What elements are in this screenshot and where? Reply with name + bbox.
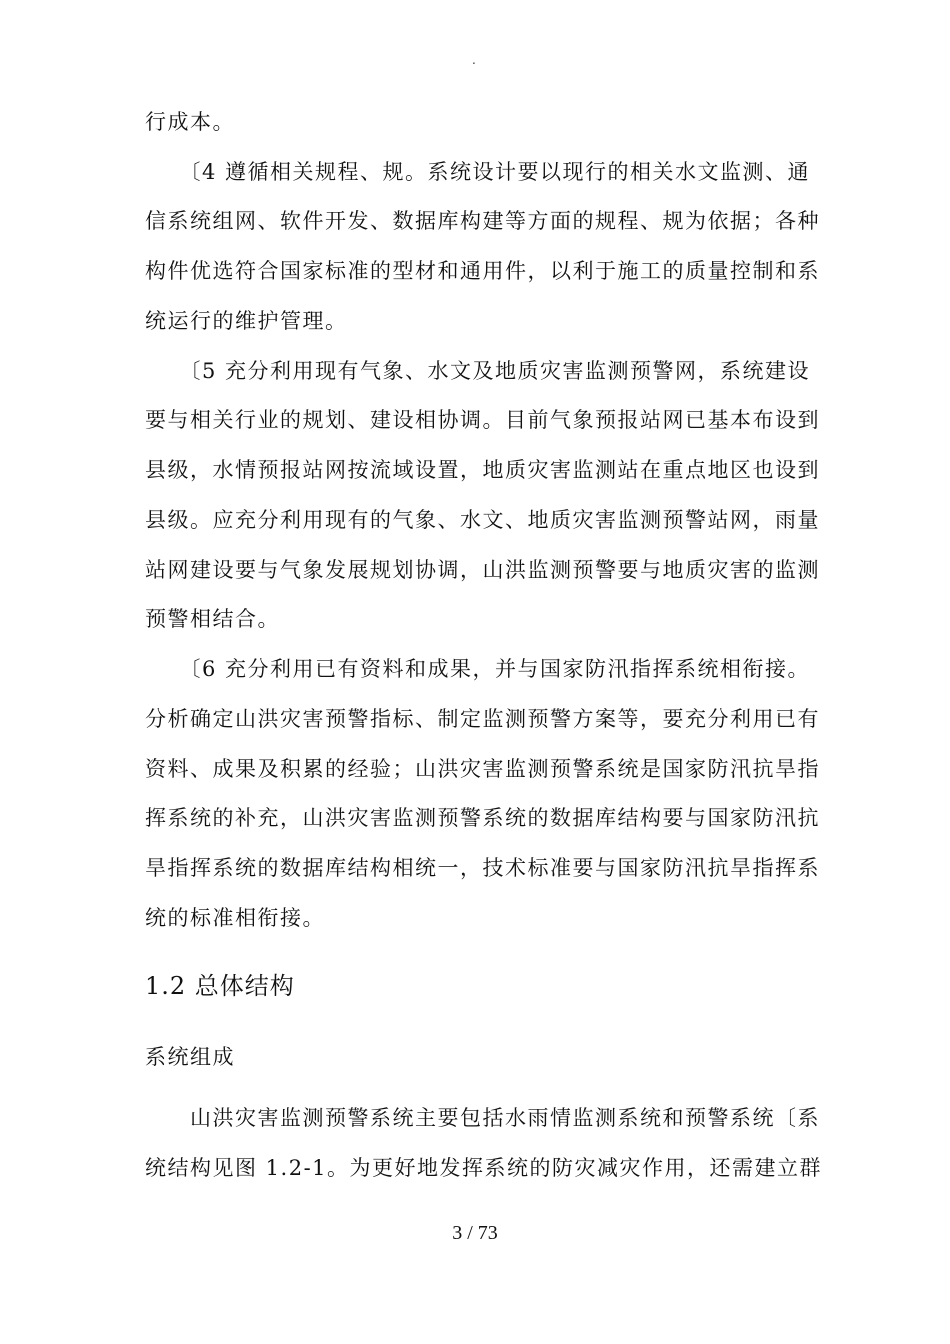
paragraph-line: 预警相结合。 [145, 607, 280, 631]
paragraph-line: 资料、成果及积累的经验；山洪灾害监测预警系统是国家防汛抗旱指 [145, 757, 820, 781]
paragraph-line: 要与相关行业的规划、建设相协调。目前气象预报站网已基本布设到 [145, 408, 820, 432]
subsection-heading: 系统组成 [145, 1045, 235, 1069]
paragraph-line: 行成本。 [145, 110, 235, 134]
paragraph-line: 分析确定山洪灾害预警指标、制定监测预警方案等，要充分利用已有 [145, 707, 820, 731]
paragraph-line: 县级，水情预报站网按流域设置，地质灾害监测站在重点地区也设到 [145, 458, 820, 482]
paragraph-line: 〔6 充分利用已有资料和成果，并与国家防汛指挥系统相衔接。 [145, 657, 811, 681]
paragraph-line: 信系统组网、软件开发、数据库构建等方面的规程、规为依据；各种 [145, 209, 820, 233]
header-mark: . [472, 53, 476, 67]
paragraph-line: 统结构见图 1.2-1。为更好地发挥系统的防灾减灾作用，还需建立群 [145, 1156, 823, 1180]
paragraph-line: 挥系统的补充，山洪灾害监测预警系统的数据库结构要与国家防汛抗 [145, 806, 820, 830]
paragraph-line: 统运行的维护管理。 [145, 309, 348, 333]
paragraph-line: 站网建设要与气象发展规划协调，山洪监测预警要与地质灾害的监测 [145, 558, 820, 582]
paragraph-line: 〔5 充分利用现有气象、水文及地质灾害监测预警网，系统建设 [145, 359, 811, 383]
paragraph-line: 旱指挥系统的数据库结构相统一，技术标准要与国家防汛抗旱指挥系 [145, 856, 820, 880]
paragraph-line: 县级。应充分利用现有的气象、水文、地质灾害监测预警站网，雨量 [145, 508, 820, 532]
paragraph-line: 山洪灾害监测预警系统主要包括水雨情监测系统和预警系统〔系 [145, 1106, 820, 1130]
paragraph-line: 统的标准相衔接。 [145, 906, 325, 930]
section-heading: 1.2 总体结构 [145, 972, 295, 1000]
paragraph-line: 构件优选符合国家标准的型材和通用件，以利于施工的质量控制和系 [145, 259, 820, 283]
page-number: 3 / 73 [452, 1222, 498, 1244]
paragraph-line: 〔4 遵循相关规程、规。系统设计要以现行的相关水文监测、通 [145, 160, 811, 184]
